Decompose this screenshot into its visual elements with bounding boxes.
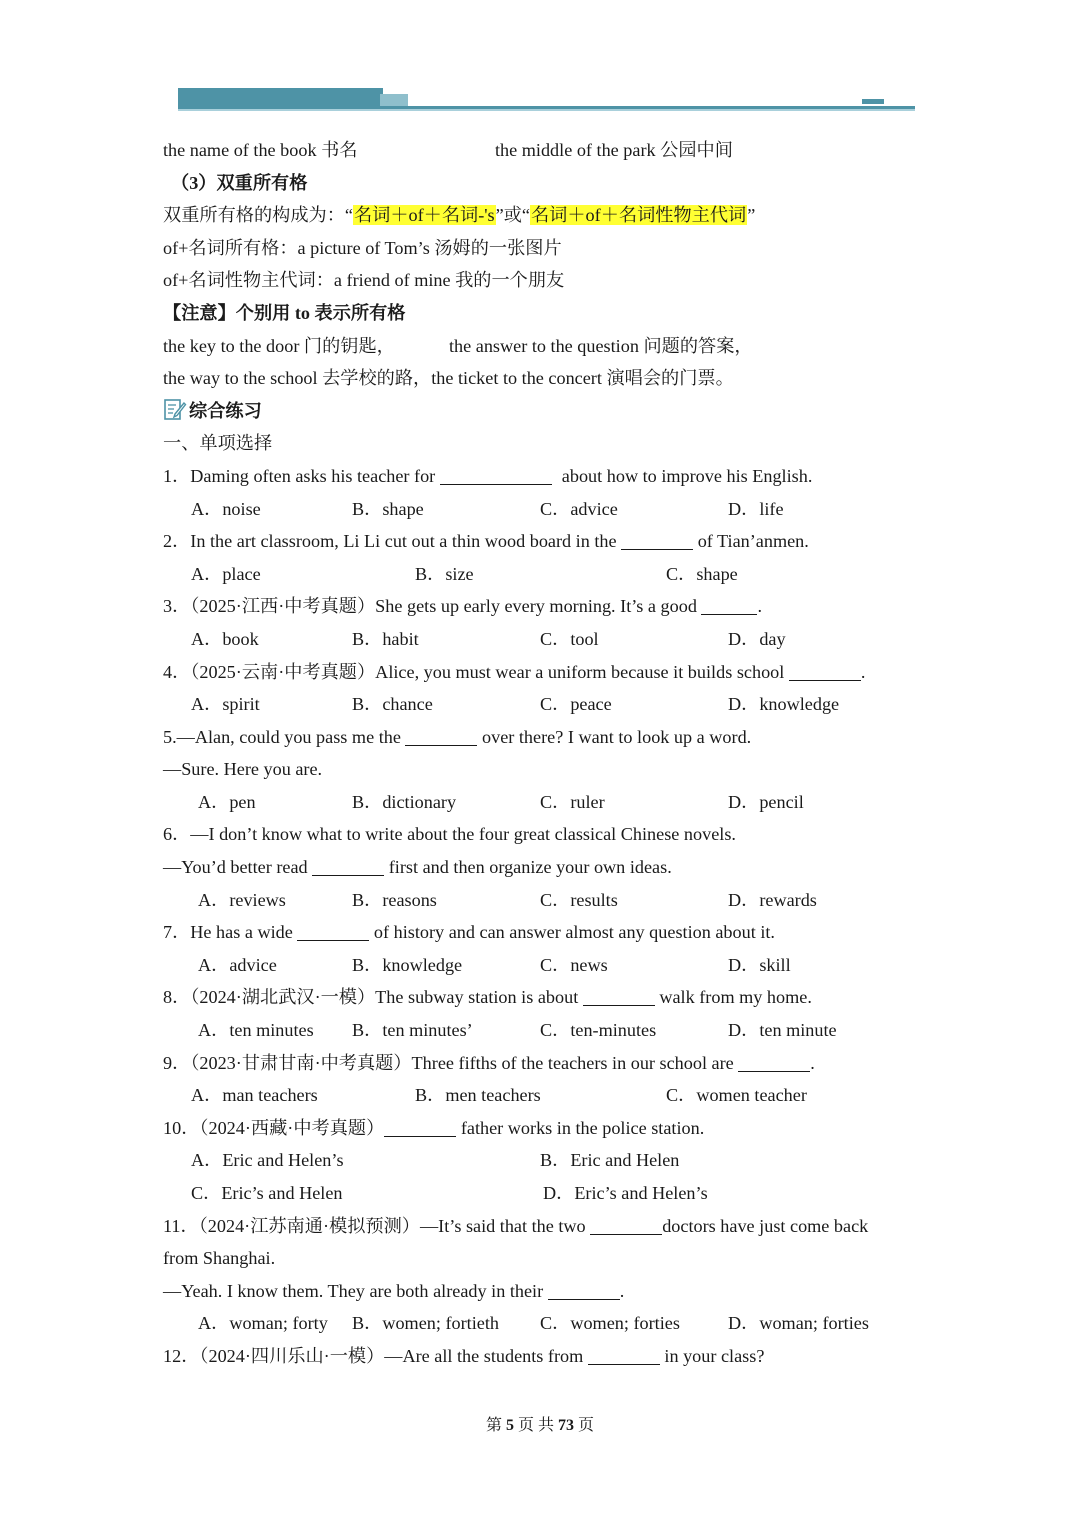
options-row xyxy=(163,1144,923,1177)
option-c[interactable]: C．shape xyxy=(666,563,738,584)
header-decoration xyxy=(0,0,1080,130)
option-d[interactable]: D．Eric’s and Helen’s xyxy=(543,1183,708,1203)
option-a[interactable]: A．reviews xyxy=(198,889,286,910)
rule-text: ” xyxy=(747,205,756,226)
answer-blank[interactable] xyxy=(548,1281,620,1300)
question-text: In the art classroom, Li Li cut out a thin wood board in the xyxy=(190,531,622,552)
option-a[interactable]: A．noise xyxy=(191,498,261,519)
section-subtitle: 一、单项选择 xyxy=(163,433,273,454)
page-footer xyxy=(0,1412,1080,1435)
question-text: over there? I want to look up a word. xyxy=(477,726,752,747)
question-number: 3． xyxy=(163,596,191,617)
option-b[interactable]: B．Eric and Helen xyxy=(540,1150,680,1171)
example-text: the name of the book 书名 xyxy=(163,140,358,160)
question-4 xyxy=(163,656,923,689)
option-a[interactable]: A．Eric and Helen’s xyxy=(191,1150,344,1171)
option-b[interactable]: B．chance xyxy=(352,694,433,715)
question-text: . xyxy=(757,596,763,617)
note-text: the answer to the question 问题的答案， xyxy=(449,335,753,356)
question-9 xyxy=(163,1047,923,1080)
option-c[interactable]: C．tool xyxy=(540,628,599,649)
question-11 xyxy=(163,1210,923,1243)
option-c[interactable]: C．results xyxy=(540,889,618,910)
notepad-pencil-icon xyxy=(163,398,187,422)
option-b[interactable]: B．knowledge xyxy=(352,954,463,975)
question-text: . xyxy=(860,661,866,682)
question-number: 1． xyxy=(163,465,191,486)
rule-text: ”或“ xyxy=(495,205,530,226)
note-text: the key to the door 门的钥匙， xyxy=(163,335,395,356)
option-c[interactable]: C．ten-minutes xyxy=(540,1020,657,1041)
question-text: father works in the police station. xyxy=(456,1117,705,1138)
options-row xyxy=(163,688,923,721)
question-text: （2025·云南·中考真题）Alice, you must wear a uniform because it builds school xyxy=(190,661,789,682)
option-b[interactable]: B．habit xyxy=(352,628,419,649)
question-text: —You’d better read xyxy=(163,857,313,878)
question-3 xyxy=(163,590,923,623)
options-row xyxy=(163,623,923,656)
options-row xyxy=(163,949,923,982)
option-d[interactable]: D．knowledge xyxy=(728,694,840,715)
question-text: （2025·江西·中考真题）She gets up early every morning. It’s a good xyxy=(190,596,702,617)
answer-blank[interactable] xyxy=(312,857,384,876)
question-text: （2024·湖北武汉·一模）The subway station is about xyxy=(190,987,583,1008)
question-text: （2024·四川乐山·一模）—Are all the students from xyxy=(199,1345,588,1366)
option-b[interactable]: B．dictionary xyxy=(352,791,457,812)
question-text: about how to improve his English. xyxy=(561,465,813,486)
option-b[interactable]: B．ten minutes’ xyxy=(352,1020,473,1041)
question-number: 9． xyxy=(163,1052,191,1073)
question-5 xyxy=(163,721,923,754)
answer-blank[interactable] xyxy=(701,596,757,615)
note-heading: 【注意】个别用 to 表示所有格 xyxy=(163,302,406,323)
option-a[interactable]: A．pen xyxy=(198,791,256,812)
question-text: He has a wide xyxy=(190,922,298,943)
question-10 xyxy=(163,1112,923,1145)
question-1 xyxy=(163,460,923,493)
question-5-reply: —Sure. Here you are. xyxy=(163,759,323,780)
option-c[interactable]: C．peace xyxy=(540,694,612,715)
question-7 xyxy=(163,916,923,949)
option-c[interactable]: C．women teacher xyxy=(666,1085,807,1106)
example-line: of+名词性物主代词：a friend of mine 我的一个朋友 xyxy=(163,270,565,291)
option-d[interactable]: D．rewards xyxy=(728,889,817,910)
option-a[interactable]: A．man teachers xyxy=(191,1085,318,1106)
question-11-cont: from Shanghai. xyxy=(163,1248,276,1269)
option-b[interactable]: B．shape xyxy=(352,498,424,519)
options-row xyxy=(163,1079,923,1112)
question-12 xyxy=(163,1340,923,1373)
question-text: （2024·西藏·中考真题） xyxy=(199,1117,385,1138)
option-c[interactable]: C．women; forties xyxy=(540,1313,680,1334)
option-d[interactable]: D．skill xyxy=(728,954,791,975)
question-number: 7． xyxy=(163,922,191,943)
option-a[interactable]: A．woman; forty xyxy=(198,1313,328,1334)
note-line: the way to the school 去学校的路，the ticket to the concert 演唱会的门票。 xyxy=(163,368,734,389)
answer-blank[interactable] xyxy=(789,662,861,681)
note-line xyxy=(163,330,923,363)
question-text: Daming often asks his teacher for xyxy=(190,465,440,486)
document-body xyxy=(163,134,923,1373)
options-row xyxy=(163,558,923,591)
option-a[interactable]: A．book xyxy=(191,628,259,649)
highlighted-rule: 名词＋of＋名词-'s xyxy=(353,205,495,226)
practice-heading xyxy=(163,395,923,428)
question-number: 8． xyxy=(163,987,191,1008)
answer-blank[interactable] xyxy=(588,1346,660,1365)
page-total: 73 xyxy=(558,1417,574,1434)
question-text: of Tian’anmen. xyxy=(693,531,809,552)
question-text: —Yeah. I know them. They are both already in their xyxy=(163,1280,548,1301)
option-d[interactable]: D．life xyxy=(728,498,784,519)
option-c[interactable]: C．Eric’s and Helen xyxy=(191,1183,343,1203)
option-c[interactable]: C．ruler xyxy=(540,791,605,812)
options-row xyxy=(163,1014,923,1047)
question-text: first and then organize your own ideas. xyxy=(384,857,672,878)
footer-text: 页 共 xyxy=(517,1417,554,1434)
example-line: of+名词所有格：a picture of Tom’s 汤姆的一张图片 xyxy=(163,237,562,258)
question-text: . xyxy=(619,1280,625,1301)
option-c[interactable]: C．advice xyxy=(540,498,618,519)
highlighted-rule: 名词＋of＋名词性物主代词 xyxy=(530,205,747,226)
example-line xyxy=(163,134,923,167)
question-number: 12． xyxy=(163,1345,200,1366)
option-b[interactable]: B．women; fortieth xyxy=(352,1313,499,1334)
options-row xyxy=(163,786,923,819)
question-text: doctors have just come back xyxy=(662,1215,869,1236)
question-text: of history and can answer almost any question about it. xyxy=(369,922,775,943)
answer-blank[interactable] xyxy=(384,1118,456,1137)
option-d[interactable]: D．pencil xyxy=(728,791,804,812)
options-row xyxy=(163,884,923,917)
question-6-reply xyxy=(163,851,923,884)
answer-blank[interactable] xyxy=(738,1053,810,1072)
answer-blank[interactable] xyxy=(621,531,693,550)
answer-blank[interactable] xyxy=(590,1216,662,1235)
option-a[interactable]: A．ten minutes xyxy=(198,1020,314,1041)
option-d[interactable]: D．ten minute xyxy=(728,1020,837,1041)
question-2 xyxy=(163,525,923,558)
footer-text: 第 xyxy=(485,1417,502,1434)
example-text: the middle of the park 公园中间 xyxy=(495,140,733,160)
question-number: 4． xyxy=(163,661,191,682)
option-c[interactable]: C．news xyxy=(540,954,608,975)
option-a[interactable]: A．advice xyxy=(198,954,277,975)
answer-blank[interactable] xyxy=(583,987,655,1006)
option-a[interactable]: A．place xyxy=(191,563,261,584)
question-text: . xyxy=(810,1052,815,1073)
answer-blank[interactable] xyxy=(297,922,369,941)
question-11-reply xyxy=(163,1275,923,1308)
question-text: （2023·甘肃甘南·中考真题）Three fifths of the teachers in our school are xyxy=(190,1052,739,1073)
page-number: 5 xyxy=(505,1417,514,1434)
question-number: 2． xyxy=(163,531,191,552)
option-d[interactable]: D．day xyxy=(728,628,786,649)
footer-text: 页 xyxy=(578,1417,595,1434)
practice-title: 综合练习 xyxy=(189,400,262,421)
answer-blank[interactable] xyxy=(440,466,552,485)
option-d[interactable]: D．woman; forties xyxy=(728,1313,869,1334)
option-a[interactable]: A．spirit xyxy=(191,694,260,715)
options-row xyxy=(163,1307,923,1340)
section-heading: （3）双重所有格 xyxy=(171,172,308,193)
option-b[interactable]: B．size xyxy=(415,563,474,584)
options-row xyxy=(163,1177,923,1210)
question-8 xyxy=(163,981,923,1014)
question-text: in your class? xyxy=(659,1345,765,1366)
question-text: （2024·江苏南通·模拟预测）—It’s said that the two xyxy=(198,1215,591,1236)
option-b[interactable]: B．reasons xyxy=(352,889,437,910)
question-number: 11． xyxy=(163,1215,199,1236)
question-6: 6．—I don’t know what to write about the four great classical Chinese novels. xyxy=(163,824,736,845)
answer-blank[interactable] xyxy=(405,727,477,746)
question-text: walk from my home. xyxy=(654,987,812,1008)
question-number: 10． xyxy=(163,1117,200,1138)
options-row xyxy=(163,493,923,526)
rule-text: 双重所有格的构成为：“ xyxy=(163,205,353,226)
rule-line xyxy=(163,199,923,232)
option-b[interactable]: B．men teachers xyxy=(415,1085,541,1106)
question-text: 5.—Alan, could you pass me the xyxy=(163,726,406,747)
